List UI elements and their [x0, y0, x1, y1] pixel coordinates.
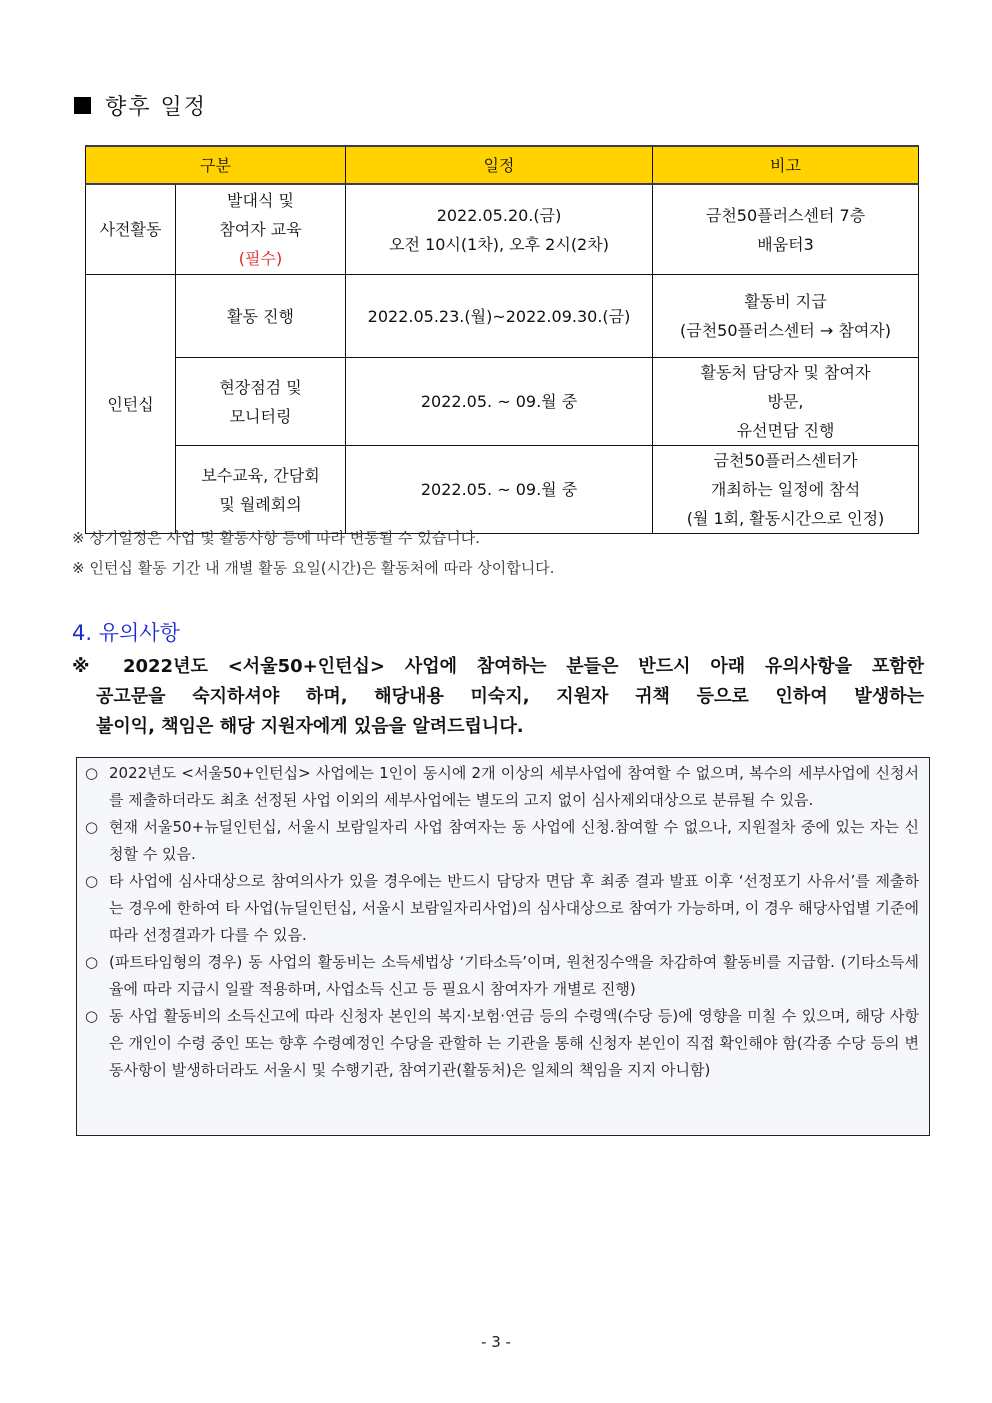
item-cell — [176, 446, 346, 534]
warning-line: 공고문을 숙지하셔야 하며, 해당내용 미숙지, 지원자 귀책 등으로 인하여 발생하는 — [96, 686, 924, 707]
precautions-warning — [72, 652, 924, 742]
schedule-cell — [346, 358, 653, 446]
cell-line: 2022.05. ~ 09.월 중 — [420, 480, 578, 499]
cell-line: 오전 10시(1차), 오후 2시(2차) — [389, 234, 609, 254]
circle-bullet-icon: ○ — [85, 872, 99, 890]
precautions-heading: 4. 유의사항 — [72, 621, 180, 645]
table-note: ※ 인턴십 활동 기간 내 개별 활동 요일(시간)은 활동처에 따라 상이합니다. — [72, 559, 555, 577]
section-title: 향후 일정 — [105, 95, 208, 120]
cell-line: 및 월례회의 — [219, 494, 302, 514]
black-square-icon — [74, 97, 91, 114]
warning-line: 불이익, 책임은 해당 지원자에게 있음을 알려드립니다. — [96, 716, 524, 737]
cell-line: 활동비 지급 — [744, 292, 827, 311]
notice-item — [85, 949, 919, 1003]
notice-text: 2022년도 <서울50+인턴십> 사업에는 1인이 동시에 2개 이상의 세부사업에 참여할 수 없으며, 복수의 세부사업에 신청서를 제출하더라도 최초 선정된 사업 이외의 세부사업에는 별도의 고지 없이 심사제외대상으로 분류될 수 있음. — [109, 764, 919, 809]
cell-line: 금천50플러스센터가 — [713, 451, 858, 470]
item-cell — [176, 275, 346, 358]
notice-text: 현재 서울50+뉴딜인턴십, 서울시 보람일자리 사업 참여자는 동 사업에 신청.참여할 수 없으나, 지원절차 중에 있는 자는 신청할 수 있음. — [109, 818, 919, 863]
note-cell — [653, 275, 919, 358]
header-category: 구분 — [86, 146, 346, 184]
table-row — [86, 446, 919, 534]
item-cell — [176, 184, 346, 275]
category-cell: 사전활동 — [86, 184, 176, 275]
notice-text: 타 사업에 심사대상으로 참여의사가 있을 경우에는 반드시 담당자 면담 후 최종 결과 발표 이후 ‘선정포기 사유서’를 제출하는 경우에 한하여 타 사업(뉴딜인턴십, 서울시 보람일자리사업)의 심사대상으로 참여가 가능하며, 이 경우 해당사업별 기준에 따라 선정결과가 다를 수 있음. — [109, 872, 919, 944]
schedule-cell — [346, 275, 653, 358]
table-row — [86, 275, 919, 358]
note-cell — [653, 446, 919, 534]
circle-bullet-icon: ○ — [85, 818, 99, 836]
warning-line: ※ 2022년도 <서울50+인턴십> 사업에 참여하는 분들은 반드시 아래 유의사항을 포함한 — [72, 656, 924, 677]
category-cell: 인턴십 — [86, 275, 176, 534]
notice-item — [85, 868, 919, 949]
cell-line: 2022.05.23.(월)~2022.09.30.(금) — [367, 306, 631, 326]
table-row — [86, 184, 919, 275]
item-cell — [176, 358, 346, 446]
schedule-table — [85, 145, 919, 534]
circle-bullet-icon: ○ — [85, 953, 99, 971]
cell-line: 발대식 및 — [227, 191, 294, 210]
note-cell — [653, 358, 919, 446]
cell-line: 배움터3 — [757, 234, 814, 254]
notice-item — [85, 1003, 919, 1084]
note-cell — [653, 184, 919, 275]
required-label: (필수) — [238, 249, 283, 268]
cell-line: 2022.05. ~ 09.월 중 — [420, 392, 578, 411]
cell-line: 활동 진행 — [227, 306, 294, 326]
section-heading — [74, 90, 207, 121]
cell-line: 유선면담 진행 — [736, 421, 835, 440]
cell-line: 참여자 교육 — [219, 220, 302, 239]
notice-text: 동 사업 활동비의 소득신고에 따라 신청자 본인의 복지·보험·연금 등의 수령액(수당 등)에 영향을 미칠 수 있으며, 해당 사항은 개인이 수령 중인 또는 향후 수령예정인 수당을 관할하 는 기관을 통해 신청자 본인이 직접 확인해야 함(각종 수당 등의 변동사항이 발생하더라도 서울시 및 수행기관, 참여기관(활동처)은 일체의 책임을 지지 아니함) — [109, 1007, 919, 1079]
notice-item — [85, 814, 919, 868]
circle-bullet-icon: ○ — [85, 1007, 99, 1025]
header-note: 비고 — [653, 146, 919, 184]
circle-bullet-icon: ○ — [85, 764, 99, 782]
cell-line: 2022.05.20.(금) — [436, 205, 562, 225]
schedule-cell — [346, 446, 653, 534]
cell-line: 보수교육, 간담회 — [201, 465, 320, 485]
cell-line: 방문, — [767, 392, 804, 411]
cell-line: 개최하는 일정에 참석 — [710, 480, 861, 499]
cell-line: (월 1회, 활동시간으로 인정) — [686, 509, 885, 528]
cell-line: (금천50플러스센터 → 참여자) — [680, 321, 891, 340]
notice-box — [76, 757, 930, 1136]
table-note: ※ 상기일정은 사업 및 활동사항 등에 따라 변동될 수 있습니다. — [72, 529, 481, 547]
notice-item — [85, 760, 919, 814]
cell-line: 모니터링 — [229, 406, 292, 426]
table-notes — [72, 528, 554, 588]
cell-line: 활동처 담당자 및 참여자 — [700, 363, 871, 382]
notice-text: (파트타임형의 경우) 동 사업의 활동비는 소득세법상 ‘기타소득’이며, 원천징수액을 차감하여 활동비를 지급함. (기타소득세율에 따라 지급시 일괄 적용하며, 사업소득 신고 등 필요시 참여자가 개별로 진행) — [109, 953, 919, 998]
page-number: - 3 - — [481, 1333, 511, 1351]
cell-line: 현장점검 및 — [219, 377, 302, 397]
cell-line: 금천50플러스센터 7층 — [705, 205, 866, 225]
table-row — [86, 358, 919, 446]
schedule-cell — [346, 184, 653, 275]
header-schedule: 일정 — [346, 146, 653, 184]
table-header-row — [86, 146, 919, 184]
